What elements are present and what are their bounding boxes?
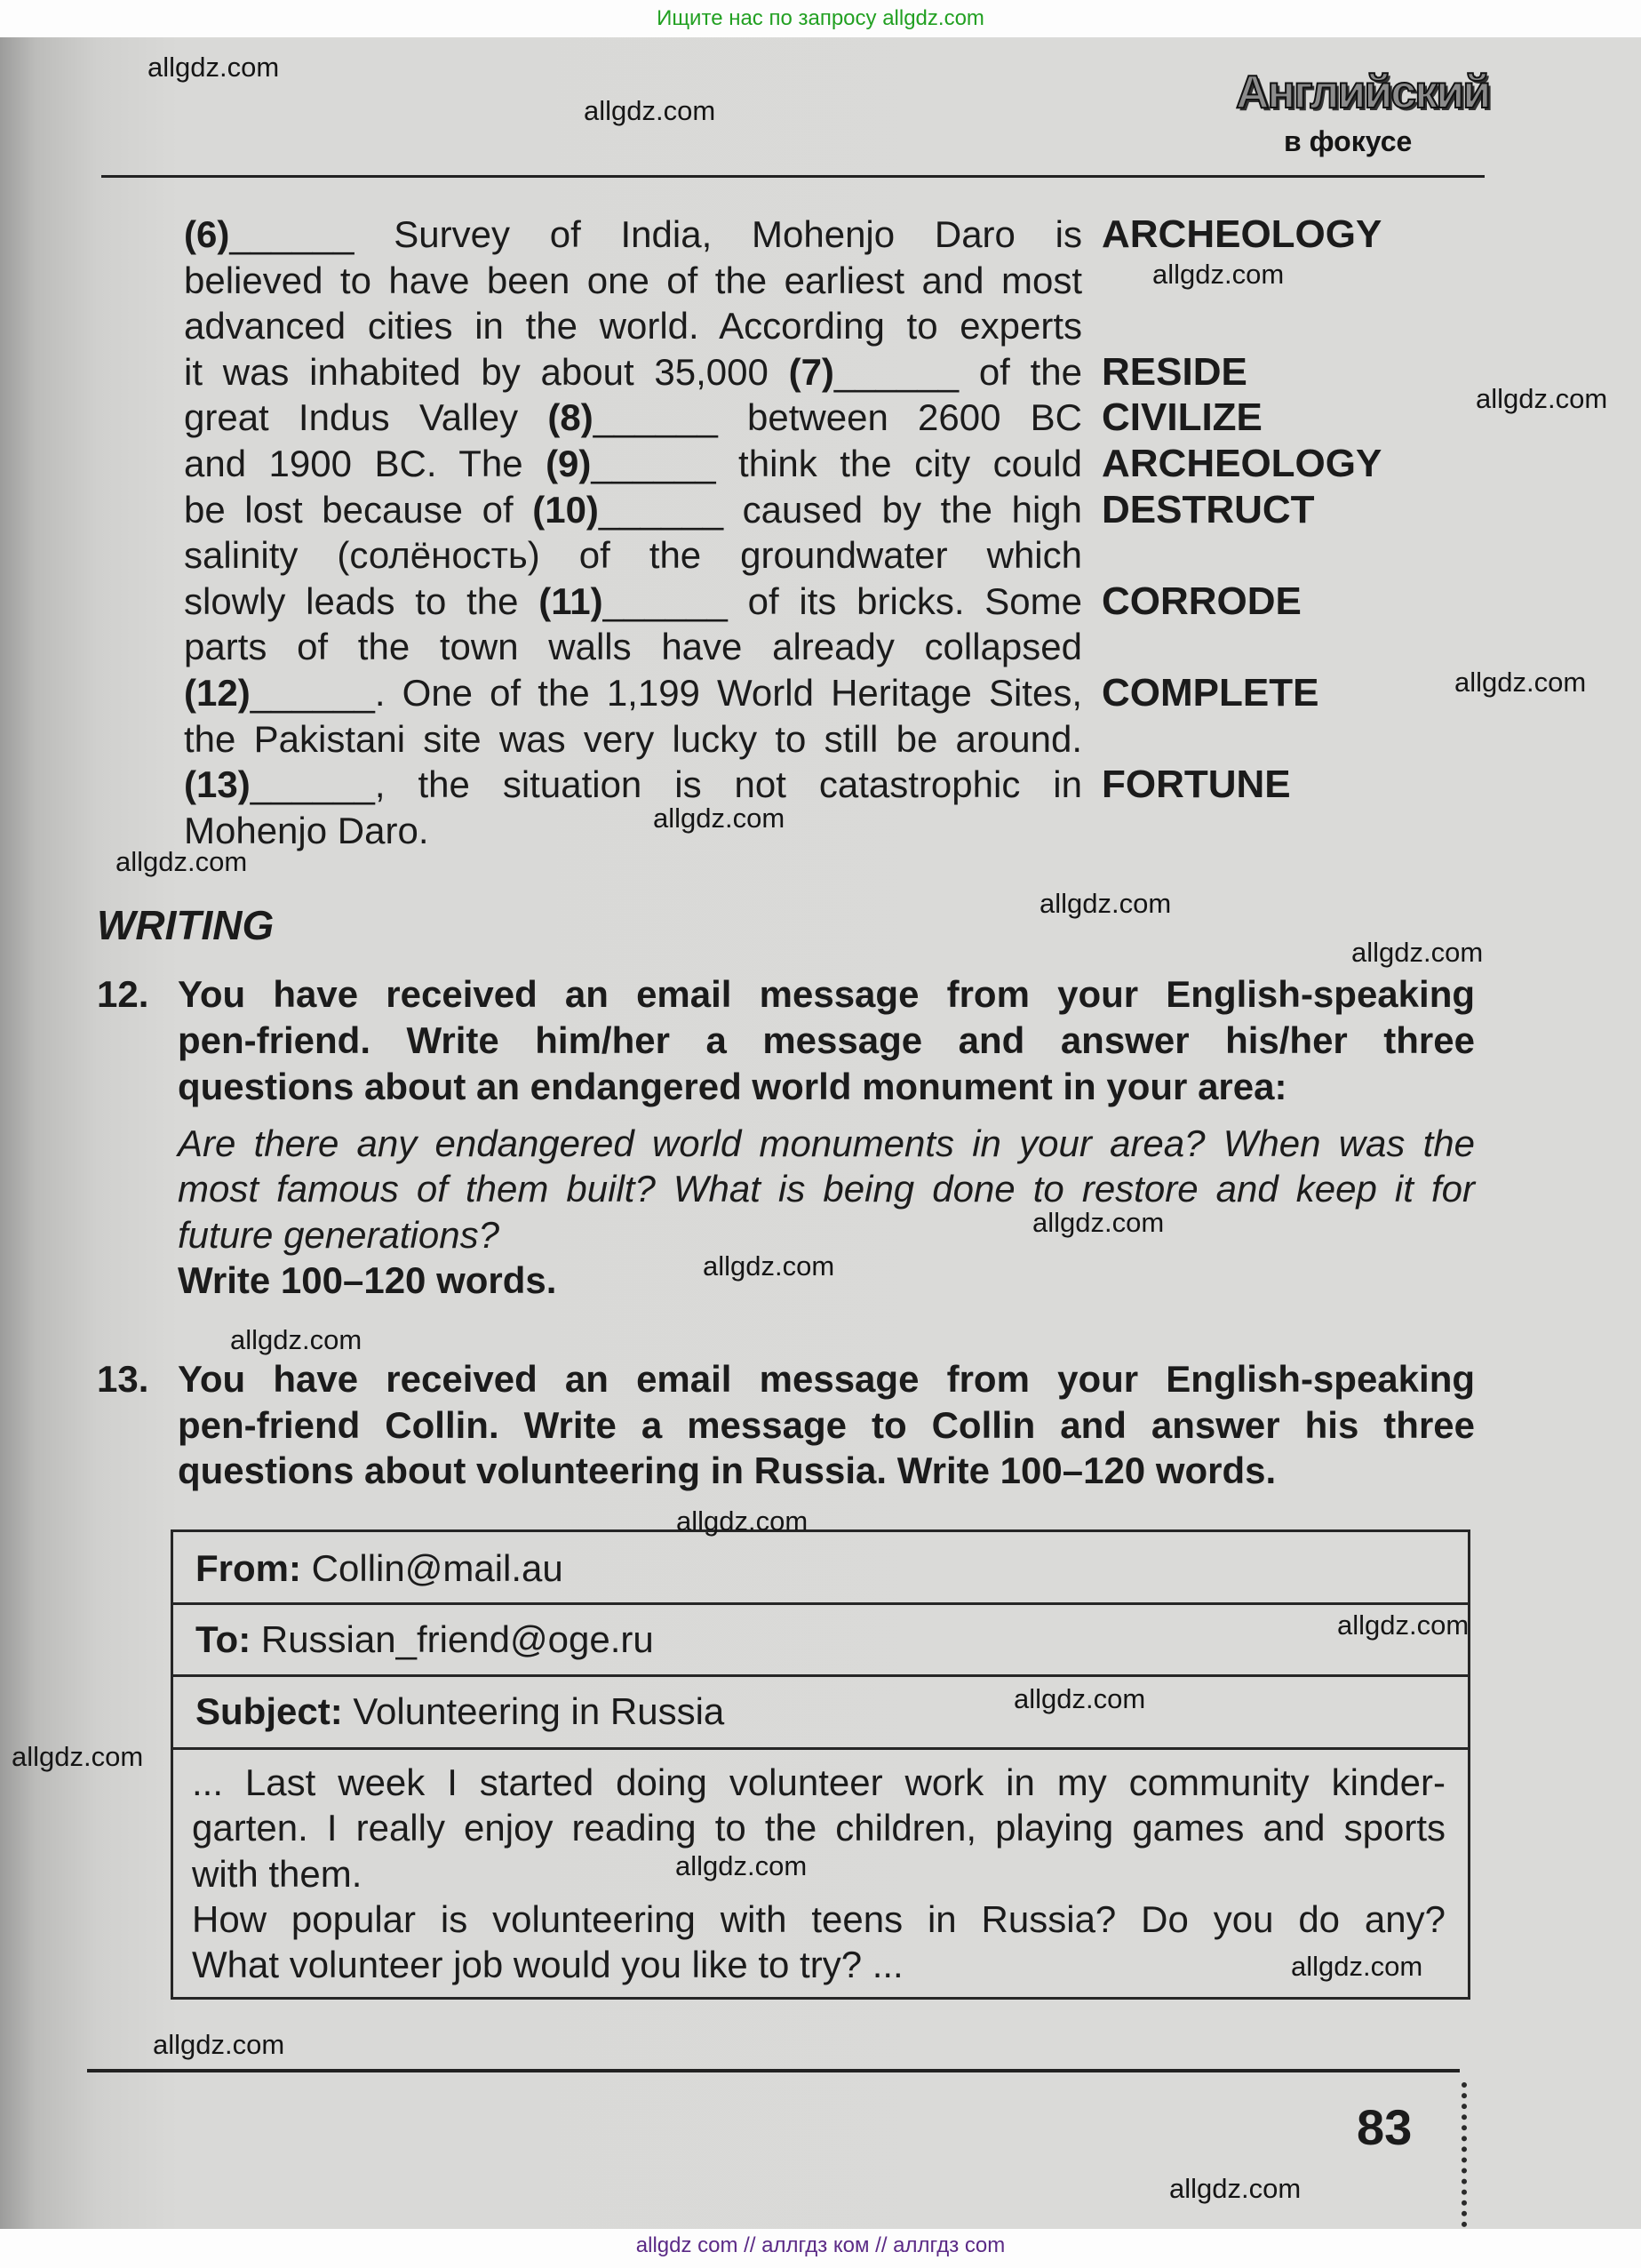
passage-text: great Indus Valley xyxy=(184,396,548,439)
gap-number: (7) xyxy=(788,350,834,393)
gap-blank: ______ xyxy=(593,396,718,439)
watermark: allgdz.com xyxy=(116,846,248,877)
watermark: allgdz.com xyxy=(1169,2173,1302,2204)
watermark: allgdz.com xyxy=(1351,937,1484,968)
watermark: allgdz.com xyxy=(153,2029,285,2060)
book-logo-title: Английский xyxy=(1236,67,1490,118)
passage-text: slowly leads to the xyxy=(184,579,539,622)
email-body-line: ... Last week I started doing volunteer work in my community kinder- xyxy=(192,1761,1446,1803)
task-line: questions about volunteering in Russia. Write 100–120 words. xyxy=(178,1449,1277,1491)
gap-blank: ______ xyxy=(250,763,375,806)
gap-blank: ______ xyxy=(591,442,716,484)
passage-line xyxy=(184,487,1315,533)
top-banner-text: Ищите нас по запросу allgdz.com xyxy=(657,6,984,30)
gap-blank: ______ xyxy=(229,213,354,255)
watermark: allgdz.com xyxy=(675,1850,808,1881)
passage-line xyxy=(184,762,1291,808)
task-line: You have received an email message from your English-speaking xyxy=(178,1358,1475,1400)
gap-blank: ______ xyxy=(833,350,960,393)
email-row-divider xyxy=(173,1674,1468,1677)
task-number: 13. xyxy=(97,1358,149,1400)
passage-text: . One of the 1,199 World Heritage Sites, xyxy=(374,671,1082,714)
watermark: allgdz.com xyxy=(12,1741,144,1772)
watermark: allgdz.com xyxy=(1476,383,1608,414)
passage-text: caused by the high xyxy=(723,488,1082,531)
word-limit: Write 100–120 words. xyxy=(178,1258,557,1301)
passage-text: between 2600 BC xyxy=(717,396,1082,439)
word-form: CIVILIZE xyxy=(1102,395,1263,440)
word-form: RESIDE xyxy=(1102,349,1247,394)
task-number: 12. xyxy=(97,973,149,1015)
watermark: allgdz.com xyxy=(1014,1683,1146,1714)
passage-text: believed to have been one of the earliest and most xyxy=(184,259,1082,301)
email-from-value: Collin@mail.au xyxy=(311,1547,563,1589)
gap-blank: ______ xyxy=(602,579,728,622)
task-13-instructions xyxy=(97,1356,1475,1494)
task-line: You have received an email message from your English-speaking xyxy=(178,973,1475,1015)
email-subject-row xyxy=(195,1689,724,1734)
passage-line xyxy=(184,624,1082,670)
word-form: CORRODE xyxy=(1102,579,1302,623)
email-body-line: What volunteer job would you like to try? ... xyxy=(192,1944,904,1985)
gap-number: (6) xyxy=(184,213,230,255)
watermark: allgdz.com xyxy=(703,1250,835,1282)
passage-line xyxy=(184,441,1382,487)
watermark: allgdz.com xyxy=(1040,888,1172,919)
bottom-banner-text: allgdz com // аллгдз ком // аллгдз com xyxy=(635,2233,1006,2257)
passage-line xyxy=(184,716,1082,763)
watermark: allgdz.com xyxy=(1454,667,1587,698)
gap-blank: ______ xyxy=(598,488,724,531)
gap-number: (10) xyxy=(532,488,599,531)
email-to-row xyxy=(195,1617,654,1662)
passage-line xyxy=(184,808,1082,854)
email-body xyxy=(192,1760,1446,1987)
book-logo-subtitle: в фокусе xyxy=(1284,125,1413,157)
passage-text: Survey of India, Mohenjo Daro is xyxy=(354,213,1082,255)
watermark: allgdz.com xyxy=(1032,1207,1165,1238)
passage-text: the Pakistani site was very lucky to still be around. xyxy=(184,717,1082,760)
word-form: DESTRUCT xyxy=(1102,487,1315,531)
passage-text: of the xyxy=(959,350,1082,393)
email-box xyxy=(171,1529,1470,2000)
question-line: future generations? xyxy=(178,1213,499,1256)
gap-number: (12) xyxy=(184,671,251,714)
gap-blank: ______ xyxy=(250,671,375,714)
passage-text: salinity (солёность) of the groundwater which xyxy=(184,534,1082,577)
watermark: allgdz.com xyxy=(147,52,280,83)
email-from-label: From: xyxy=(195,1547,301,1589)
passage-text: , the situation is not catastrophic in xyxy=(374,763,1082,806)
watermark: allgdz.com xyxy=(1152,259,1285,290)
word-form: COMPLETE xyxy=(1102,670,1319,715)
passage-text: be lost because of xyxy=(184,488,533,531)
gap-number: (11) xyxy=(538,579,603,622)
watermark: allgdz.com xyxy=(584,95,716,126)
email-subject-label: Subject: xyxy=(195,1690,343,1732)
gap-number: (8) xyxy=(547,396,593,439)
word-form: ARCHEOLOGY xyxy=(1102,212,1382,256)
task-12-instructions xyxy=(97,971,1475,1110)
email-to-label: To: xyxy=(195,1618,251,1660)
passage-text: advanced cities in the world. According to experts xyxy=(184,305,1082,347)
passage-text: parts of the town walls have already collapsed xyxy=(184,626,1082,668)
passage-line xyxy=(184,670,1319,716)
header-rule xyxy=(101,175,1485,178)
email-body-line: with them. xyxy=(192,1852,362,1895)
dotted-edge-line xyxy=(1462,2082,1467,2227)
question-line: most famous of them built? What is being done to restore and keep it for xyxy=(178,1168,1475,1210)
passage-text: of its bricks. Some xyxy=(727,579,1082,622)
word-form: FORTUNE xyxy=(1102,763,1291,807)
email-to-value: Russian_friend@oge.ru xyxy=(260,1618,654,1660)
passage-text: think the city could xyxy=(715,442,1082,484)
email-from-row xyxy=(195,1546,563,1591)
passage-line xyxy=(184,349,1247,395)
passage-text: it was inhabited by about 35,000 xyxy=(184,350,789,393)
section-heading-writing: WRITING xyxy=(97,902,275,948)
passage-line xyxy=(184,303,1082,349)
watermark: allgdz.com xyxy=(1337,1609,1470,1641)
watermark: allgdz.com xyxy=(230,1324,362,1355)
gap-number: (13) xyxy=(184,763,251,806)
passage-line xyxy=(184,532,1082,579)
email-row-divider xyxy=(173,1602,1468,1605)
email-body-line: garten. I really enjoy reading to the children, playing games and sports xyxy=(192,1807,1446,1849)
passage-line xyxy=(184,579,1302,625)
passage-text: and 1900 BC. The xyxy=(184,442,546,484)
email-subject-value: Volunteering in Russia xyxy=(353,1690,725,1732)
footer-rule xyxy=(87,2069,1460,2072)
word-form: ARCHEOLOGY xyxy=(1102,441,1382,485)
passage-line xyxy=(184,212,1382,258)
watermark: allgdz.com xyxy=(676,1505,809,1537)
page-number: 83 xyxy=(1357,2099,1413,2155)
gap-number: (9) xyxy=(546,442,592,484)
task-line: questions about an endangered world monument in your area: xyxy=(178,1066,1287,1107)
watermark: allgdz.com xyxy=(653,803,785,834)
passage-text: Mohenjo Daro. xyxy=(184,809,429,851)
email-row-divider xyxy=(173,1747,1468,1750)
watermark: allgdz.com xyxy=(1291,1951,1423,1982)
question-line: Are there any endangered world monuments in your area? When was the xyxy=(178,1122,1475,1164)
passage-line xyxy=(184,258,1082,304)
task-line: pen-friend. Write him/her a message and answer his/her three xyxy=(178,1019,1475,1061)
task-line: pen-friend Collin. Write a message to Collin and answer his three xyxy=(178,1403,1475,1446)
email-body-line: How popular is volunteering with teens in Russia? Do you do any? xyxy=(192,1897,1446,1940)
passage-line xyxy=(184,395,1263,441)
